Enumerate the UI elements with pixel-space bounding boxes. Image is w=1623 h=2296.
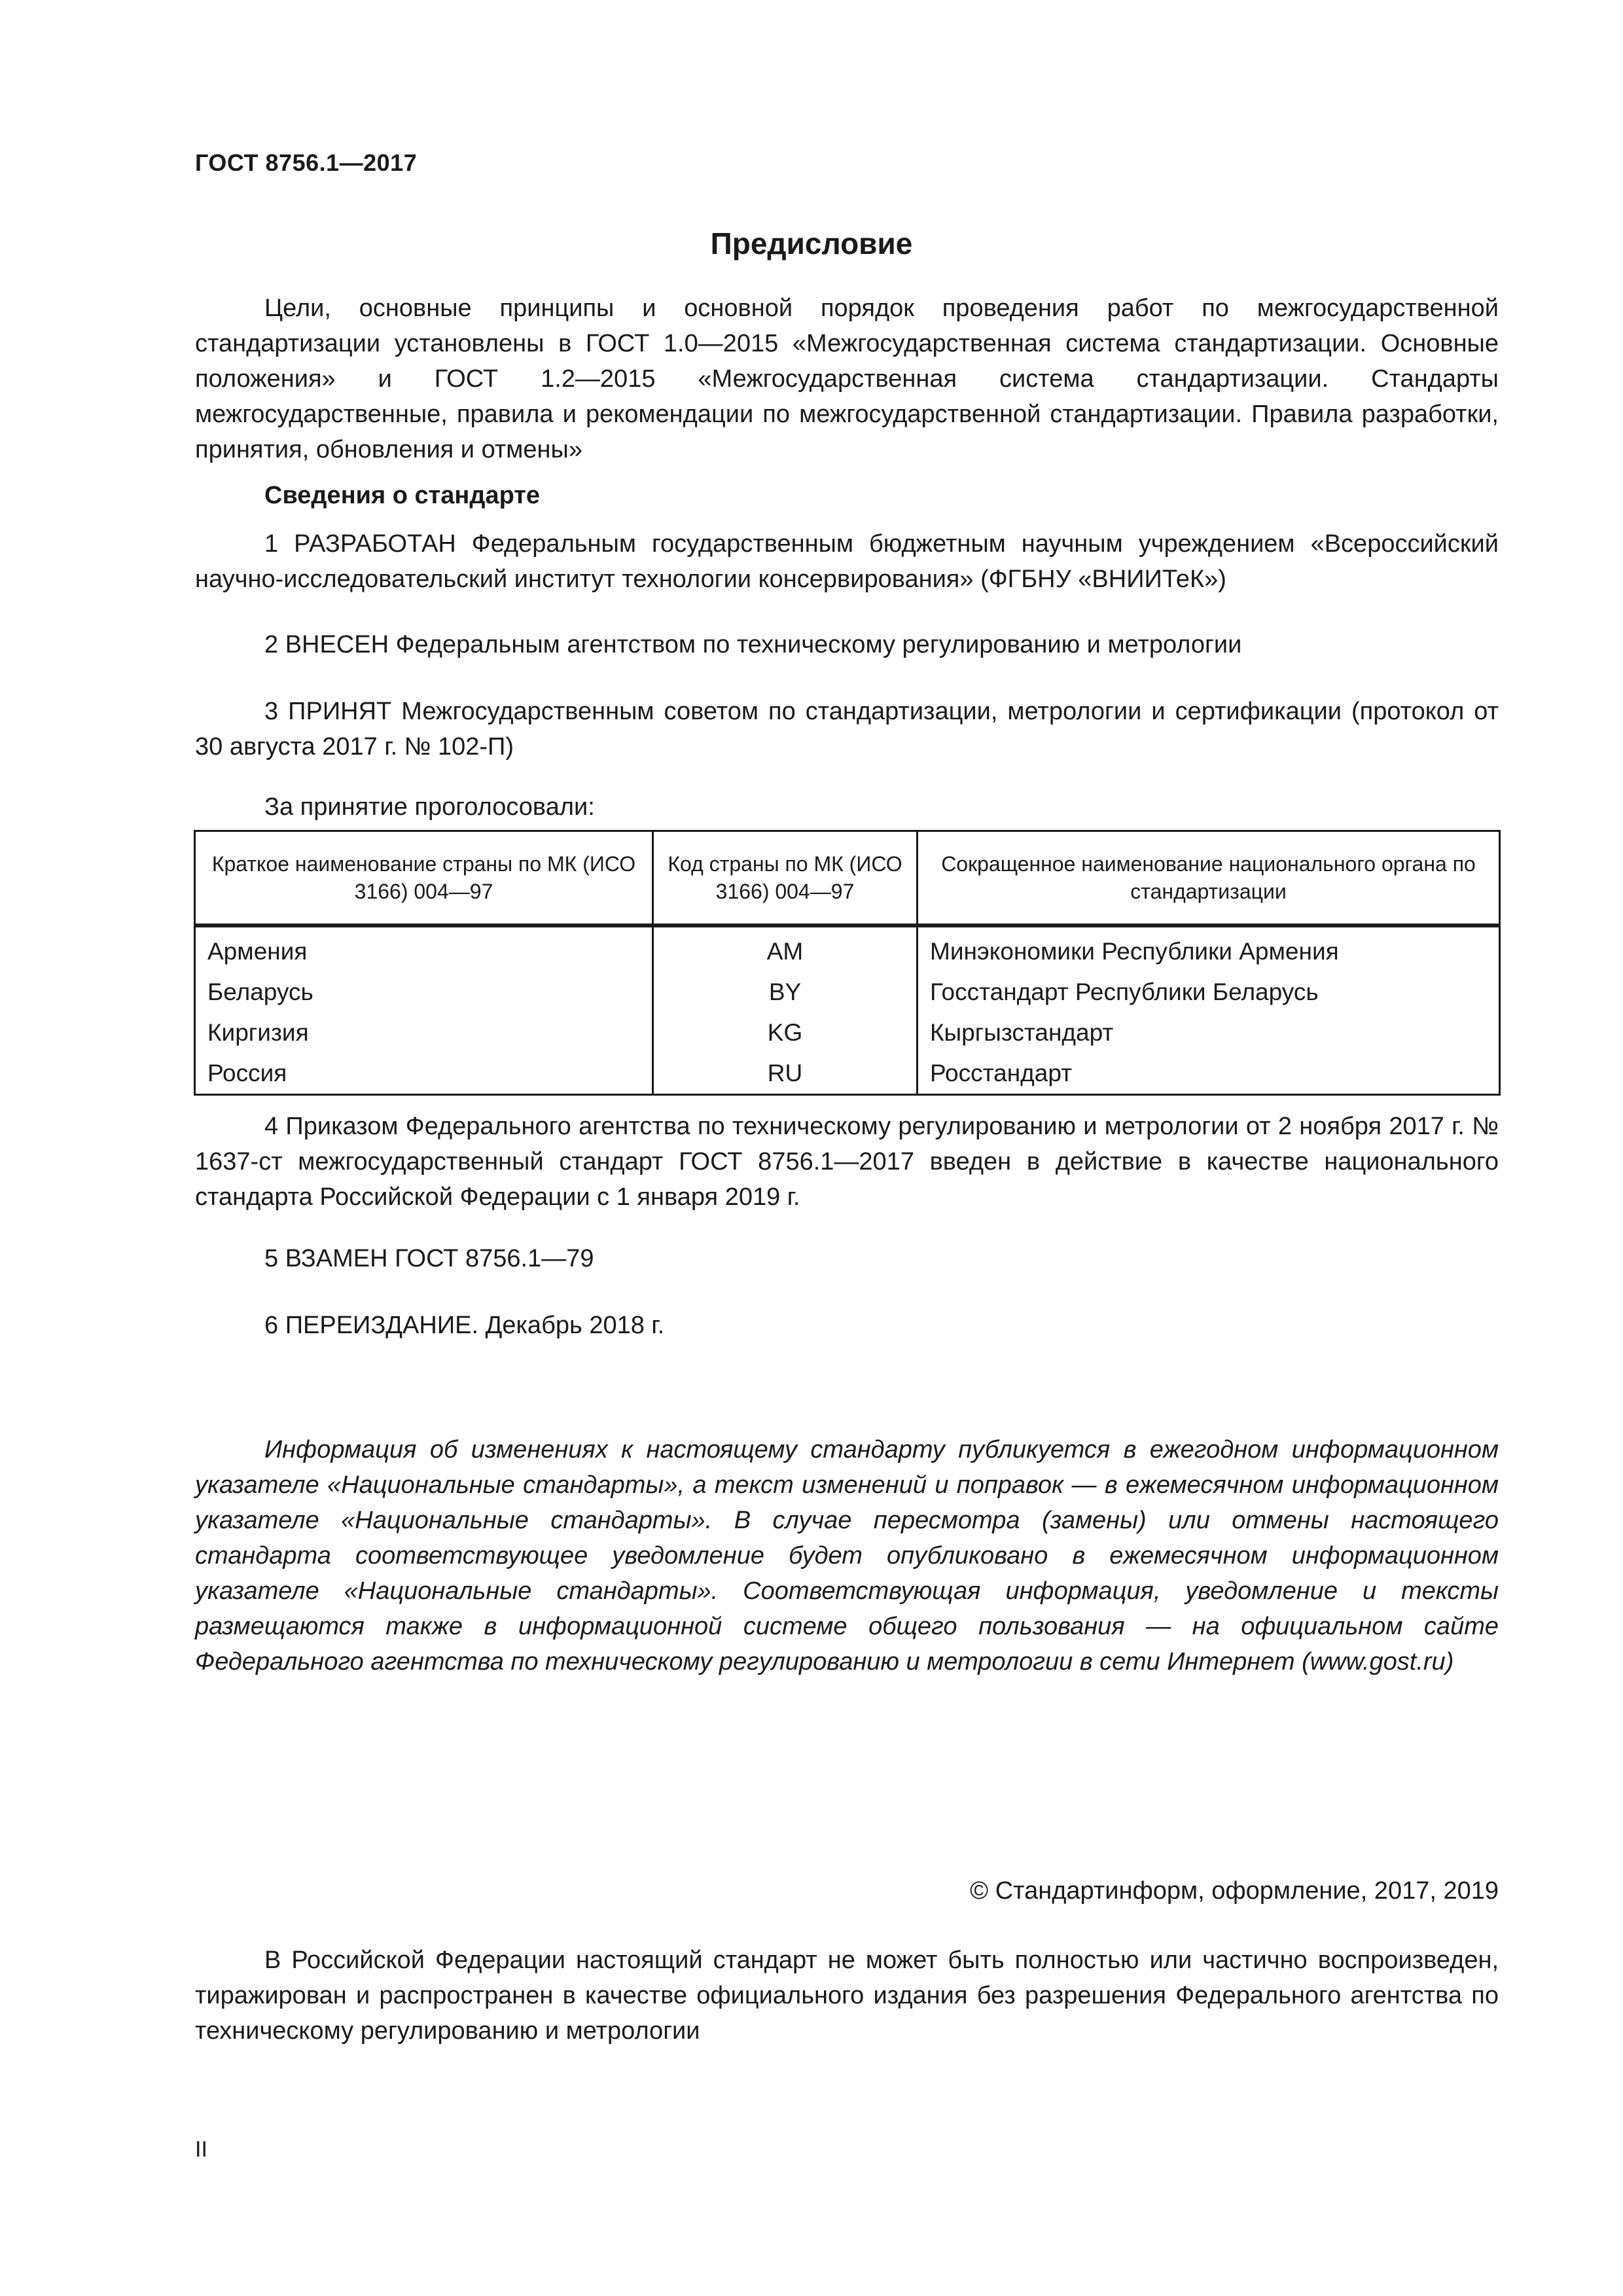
voting-countries-table [194,830,1501,1096]
body-cell: Росстандарт [918,1053,1500,1095]
item-adopted: 3 ПРИНЯТ Межгосударственным советом по стандартизации, метрологии и сертификации (протокол от 30 августа 2017 г. № 102-П) [195,698,1499,761]
table-row [195,972,1500,1013]
item-reissue: 6 ПЕРЕИЗДАНИЕ. Декабрь 2018 г. [264,1312,665,1339]
column-header-country: Краткое наименование страны по МК (ИСО 3166) 004—97 [195,831,653,926]
copyright-line: © Стандартинформ, оформление, 2017, 2019 [970,1877,1499,1905]
column-header-code: Код страны по МК (ИСО 3166) 004—97 [653,831,918,926]
intro-paragraph: Цели, основные принципы и основной порядок проведения работ по межгосударственной стандартизации установлены в ГОСТ 1.0—2015 «Межгосударственная система стандартизации. Основные положения» и ГОСТ 1.2—2015 «Межгосударственная система стандартизации. Стандарты межгосударственные, правила и рекомендации по межгосударственной стандартизации. Правила разработки, принятия, обновления и отмены» [195,295,1499,463]
changes-notice: Информация об изменениях к настоящему стандарту публикуется в ежегодном информационном указателе «Национальные стандарты», а текст изменений и поправок — в ежемесячном информационном указателе «Национальные стандарты». В случае пересмотра (замены) или отмены настоящего стандарта соответствующее уведомление будет опубликовано в ежемесячном информационном указателе «Национальные стандарты». Соответствующая информация, уведомление и тексты размещаются также в информационной системе общего пользования — на официальном сайте Федерального агентства по техническому регулированию и метрологии в сети Интернет (www.gost.ru) [195,1436,1499,1676]
standard-info-heading: Сведения о стандарте [264,482,541,509]
table-row [195,925,1500,972]
column-header-body: Сокращенное наименование национального органа по стандартизации [918,831,1500,926]
item-replaces: 5 ВЗАМЕН ГОСТ 8756.1—79 [264,1245,594,1272]
country-cell: Беларусь [195,972,653,1013]
voted-label: За принятие проголосовали: [264,793,595,821]
code-cell: AM [653,925,918,972]
code-cell: RU [653,1053,918,1095]
code-cell: BY [653,972,918,1013]
code-cell: KG [653,1013,918,1053]
body-cell: Минэкономики Республики Армения [918,925,1500,972]
document-id-header: ГОСТ 8756.1—2017 [195,149,418,176]
page-number: II [195,2137,207,2162]
reproduction-restriction: В Российской Федерации настоящий стандарт не может быть полностью или частично воспроизведен, тиражирован и распространен в качестве официального издания без разрешения Федерального агентства по техническому регулированию и метрологии [195,1946,1499,2045]
body-cell: Госстандарт Республики Беларусь [918,972,1500,1013]
item-order: 4 Приказом Федерального агентства по техническому регулированию и метрологии от 2 ноября 2017 г. № 1637-ст межгосударственный стандарт ГОСТ 8756.1—2017 введен в действие в качестве национального стандарта Российской Федерации с 1 января 2019 г. [195,1113,1499,1211]
table-row [195,1013,1500,1053]
country-cell: Россия [195,1053,653,1095]
page-title: Предисловие [710,226,913,260]
country-cell: Киргизия [195,1013,653,1053]
table-row [195,1053,1500,1095]
country-cell: Армения [195,925,653,972]
body-cell: Кыргызстандарт [918,1013,1500,1053]
item-developed: 1 РАЗРАБОТАН Федеральным государственным бюджетным научным учреждением «Всероссийский научно-исследовательский институт технологии консервирования» (ФГБНУ «ВНИИТеК») [195,530,1499,593]
table-header-row [195,831,1500,926]
item-submitted: 2 ВНЕСЕН Федеральным агентством по техническому регулированию и метрологии [264,631,1242,658]
